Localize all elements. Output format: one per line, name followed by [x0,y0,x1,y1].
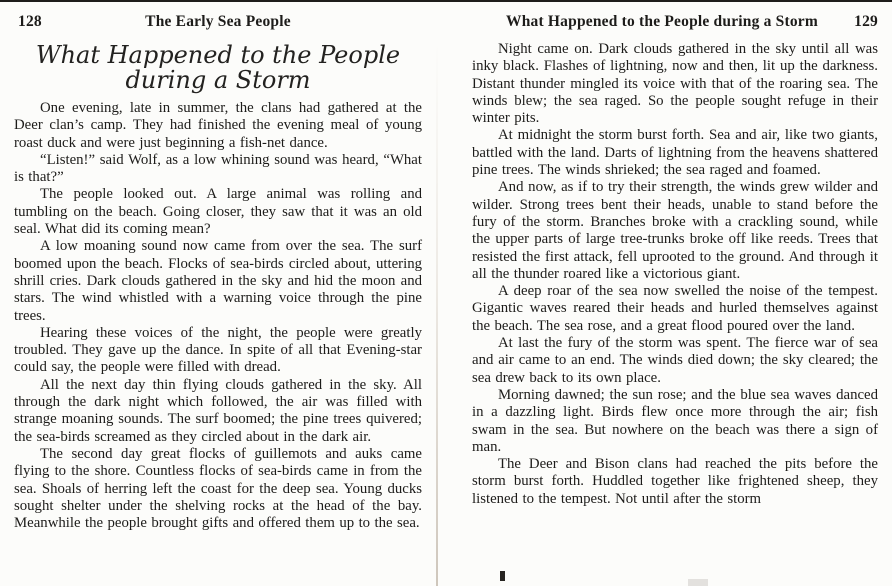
paragraph: Morning dawned; the sun rose; and the blue sea waves danced in a dazzling light. Birds flew once more through the air; fish swam in the sea. But nowhere on the beach was there a sign of man. [472,386,878,455]
left-running-header: The Early Sea People [145,13,291,30]
paragraph: “Listen!” said Wolf, as a low whining sound was heard, “What is that?” [14,151,422,186]
paragraph: The people looked out. A large animal was rolling and tumbling on the beach. Going closer, they saw that it was an old seal. What did its coming mean? [14,186,422,238]
paragraph: The Deer and Bison clans had reached the pits before the storm burst forth. Huddled together like frightened sheep, they listened to the tempest. Not until after the storm [472,456,878,507]
page-gutter-line [436,40,438,586]
paragraph: And now, as if to try their strength, the winds grew wilder and wilder. Strong trees bent their heads, unable to stand before the fury of the storm. Branches broke with a crackling sound, while the upper parts of large tree-trunks broke off like reeds. Trees that resisted the first attack, fell uprooted to the ground. And through it all the thunder roared like a victorious giant. [472,179,878,282]
paragraph: Hearing these voices of the night, the people were greatly troubled. They gave up the dance. In spite of all that Evening-star could say, the people were filled with dread. [14,324,422,376]
paragraph: One evening, late in summer, the clans had gathered at the Deer clan’s camp. They had finished the evening meal of young roast duck and were just beginning a fish-net dance. [14,100,422,151]
scan-smudge [688,579,708,586]
paragraph: A low moaning sound now came from over the sea. The surf boomed upon the beach. Flocks of sea-birds circled about, uttering shrill cries. Dark clouds gathered in the sky and hid the moon and stars. The wind whistled with a warning voice through the pine trees. [14,238,422,324]
right-page-body [472,41,878,508]
printers-signature-mark [500,571,505,581]
paragraph: Night came on. Dark clouds gathered in the sky until all was inky black. Flashes of lightning, now and then, lit up the darkness. Distant thunder mingled its voice with that of the roaring sea. The winds blew; the sea raged. So the people sought refuge in their winter pits. [472,41,878,127]
chapter-title-line2: during a Storm [125,66,311,94]
right-page-number: 129 [854,13,878,30]
right-page [446,2,892,586]
left-page-header [14,12,422,34]
paragraph: All the next day thin flying clouds gathered in the sky. All through the dark night which followed, the air was filled with strange moaning sounds. The surf boomed; the pine trees quivered; the sea-birds screamed as they circled about in the dark air. [14,376,422,445]
left-page-number: 128 [18,13,42,30]
left-page-body [14,100,422,532]
right-page-header [472,12,878,34]
right-running-header: What Happened to the People during a Storm [506,13,818,30]
chapter-title [14,43,422,93]
paragraph: At midnight the storm burst forth. Sea and air, like two giants, battled with the land. Darts of lightning from the heavens shattered pine trees. The winds shrieked; the sea raged and foamed. [472,127,878,179]
left-page [0,2,446,586]
paragraph: A deep roar of the sea now swelled the noise of the tempest. Gigantic waves reared their heads and hurled themselves against the beach. The sea rose, and a great flood poured over the land. [472,283,878,334]
book-spread [0,2,892,586]
chapter-title-line1: What Happened to the People [35,41,401,69]
paragraph: The second day great flocks of guillemots and auks came flying to the shore. Countless flocks of sea-birds came in from the sea. Shoals of herring left the coast for the deep sea. Young ducks sought shelter under the shelving rocks at the head of the bay. Meanwhile the people brought gifts and offered them up to the sea. [14,445,422,532]
paragraph: At last the fury of the storm was spent. The fierce war of sea and air came to an end. The winds died down; the sky cleared; the sea drew back to its own place. [472,335,878,386]
